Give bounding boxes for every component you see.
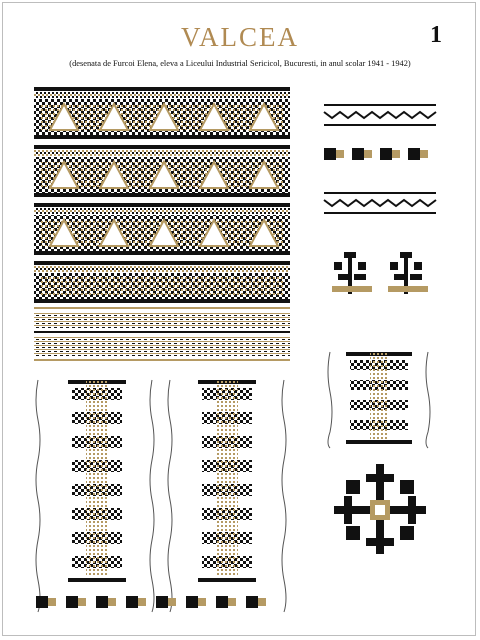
rosette-motif bbox=[334, 464, 426, 554]
plate-caption: (desenata de Furcoi Elena, eleva a Liceului Industrial Sericicol, Bucuresti, in anul scolar 1941 - 1942) bbox=[69, 59, 411, 68]
vine-border-left-inner bbox=[150, 380, 154, 612]
spiral-row-right bbox=[324, 148, 428, 160]
band-panel-1 bbox=[34, 87, 290, 139]
flower-pair bbox=[332, 252, 428, 294]
vine-border-left-outer bbox=[36, 380, 40, 612]
small-column bbox=[328, 352, 430, 448]
zigzag-band-top bbox=[324, 104, 436, 126]
vine-border-small-right bbox=[426, 352, 430, 448]
vine-border-small-left bbox=[328, 352, 332, 448]
vine-border-right-inner bbox=[282, 380, 286, 612]
band-panel-2 bbox=[34, 145, 290, 197]
zigzag-band-middle bbox=[324, 192, 436, 214]
vertical-column-right bbox=[168, 380, 286, 612]
fine-stripe-band bbox=[34, 307, 290, 361]
vine-border-right-outer bbox=[168, 380, 172, 612]
main-band bbox=[34, 87, 290, 303]
vertical-column-left bbox=[36, 380, 154, 612]
column-motifs-left bbox=[68, 380, 126, 582]
band-panel-4 bbox=[34, 261, 290, 303]
spiral-row-bottom bbox=[36, 596, 266, 608]
plate-title: VALCEA bbox=[180, 22, 299, 52]
band-panel-3 bbox=[34, 203, 290, 255]
plate-number: 1 bbox=[430, 22, 442, 48]
column-motifs-right bbox=[198, 380, 256, 582]
